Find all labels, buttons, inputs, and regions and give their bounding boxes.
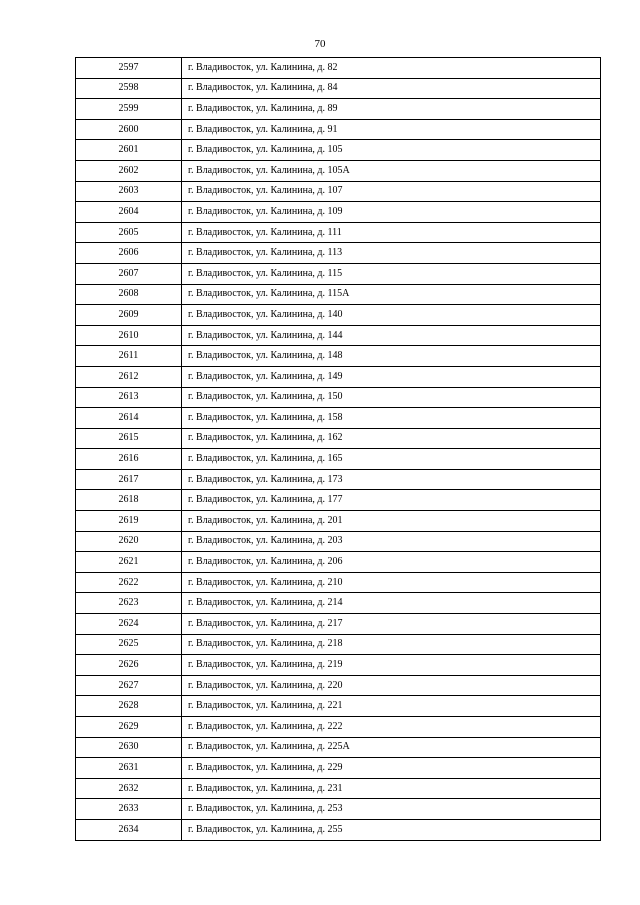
table-row <box>76 490 601 511</box>
row-number-cell: 2600 <box>76 119 182 140</box>
address-cell: г. Владивосток, ул. Калинина, д. 149 <box>182 366 601 387</box>
address-cell: г. Владивосток, ул. Калинина, д. 201 <box>182 511 601 532</box>
row-number-cell: 2603 <box>76 181 182 202</box>
table-row <box>76 325 601 346</box>
address-cell: г. Владивосток, ул. Калинина, д. 91 <box>182 119 601 140</box>
address-cell: г. Владивосток, ул. Калинина, д. 113 <box>182 243 601 264</box>
row-number-cell: 2604 <box>76 202 182 223</box>
row-number-cell: 2629 <box>76 717 182 738</box>
address-cell: г. Владивосток, ул. Калинина, д. 255 <box>182 819 601 840</box>
address-cell: г. Владивосток, ул. Калинина, д. 115А <box>182 284 601 305</box>
address-cell: г. Владивосток, ул. Калинина, д. 221 <box>182 696 601 717</box>
table-row <box>76 243 601 264</box>
address-cell: г. Владивосток, ул. Калинина, д. 105А <box>182 160 601 181</box>
table-row <box>76 614 601 635</box>
table-row <box>76 222 601 243</box>
address-cell: г. Владивосток, ул. Калинина, д. 222 <box>182 717 601 738</box>
address-cell: г. Владивосток, ул. Калинина, д. 140 <box>182 305 601 326</box>
table-row <box>76 140 601 161</box>
table-row <box>76 58 601 79</box>
table-row <box>76 696 601 717</box>
row-number-cell: 2623 <box>76 593 182 614</box>
table-row <box>76 675 601 696</box>
table-row <box>76 531 601 552</box>
address-cell: г. Владивосток, ул. Калинина, д. 89 <box>182 99 601 120</box>
row-number-cell: 2624 <box>76 614 182 635</box>
table-row <box>76 449 601 470</box>
table-row <box>76 552 601 573</box>
row-number-cell: 2608 <box>76 284 182 305</box>
row-number-cell: 2631 <box>76 758 182 779</box>
address-cell: г. Владивосток, ул. Калинина, д. 109 <box>182 202 601 223</box>
row-number-cell: 2617 <box>76 469 182 490</box>
table-row <box>76 778 601 799</box>
row-number-cell: 2612 <box>76 366 182 387</box>
address-cell: г. Владивосток, ул. Калинина, д. 206 <box>182 552 601 573</box>
row-number-cell: 2601 <box>76 140 182 161</box>
row-number-cell: 2613 <box>76 387 182 408</box>
table-row <box>76 284 601 305</box>
table-row <box>76 387 601 408</box>
address-cell: г. Владивосток, ул. Калинина, д. 229 <box>182 758 601 779</box>
address-table <box>75 57 601 841</box>
row-number-cell: 2626 <box>76 655 182 676</box>
address-table-body <box>76 58 601 841</box>
table-row <box>76 758 601 779</box>
table-row <box>76 511 601 532</box>
address-cell: г. Владивосток, ул. Калинина, д. 105 <box>182 140 601 161</box>
row-number-cell: 2627 <box>76 675 182 696</box>
address-cell: г. Владивосток, ул. Калинина, д. 210 <box>182 572 601 593</box>
row-number-cell: 2633 <box>76 799 182 820</box>
row-number-cell: 2620 <box>76 531 182 552</box>
table-row <box>76 408 601 429</box>
table-row <box>76 469 601 490</box>
address-cell: г. Владивосток, ул. Калинина, д. 231 <box>182 778 601 799</box>
table-row <box>76 717 601 738</box>
row-number-cell: 2607 <box>76 263 182 284</box>
row-number-cell: 2630 <box>76 737 182 758</box>
address-cell: г. Владивосток, ул. Калинина, д. 173 <box>182 469 601 490</box>
page-number: 70 <box>314 38 326 50</box>
row-number-cell: 2609 <box>76 305 182 326</box>
row-number-cell: 2597 <box>76 58 182 79</box>
row-number-cell: 2621 <box>76 552 182 573</box>
table-row <box>76 634 601 655</box>
row-number-cell: 2611 <box>76 346 182 367</box>
table-row <box>76 366 601 387</box>
row-number-cell: 2610 <box>76 325 182 346</box>
address-cell: г. Владивосток, ул. Калинина, д. 150 <box>182 387 601 408</box>
address-cell: г. Владивосток, ул. Калинина, д. 177 <box>182 490 601 511</box>
row-number-cell: 2628 <box>76 696 182 717</box>
address-cell: г. Владивосток, ул. Калинина, д. 219 <box>182 655 601 676</box>
address-cell: г. Владивосток, ул. Калинина, д. 217 <box>182 614 601 635</box>
address-cell: г. Владивосток, ул. Калинина, д. 162 <box>182 428 601 449</box>
address-cell: г. Владивосток, ул. Калинина, д. 220 <box>182 675 601 696</box>
row-number-cell: 2616 <box>76 449 182 470</box>
table-row <box>76 263 601 284</box>
address-cell: г. Владивосток, ул. Калинина, д. 115 <box>182 263 601 284</box>
table-row <box>76 655 601 676</box>
address-cell: г. Владивосток, ул. Калинина, д. 107 <box>182 181 601 202</box>
row-number-cell: 2614 <box>76 408 182 429</box>
table-row <box>76 119 601 140</box>
table-row <box>76 593 601 614</box>
row-number-cell: 2622 <box>76 572 182 593</box>
address-cell: г. Владивосток, ул. Калинина, д. 203 <box>182 531 601 552</box>
row-number-cell: 2619 <box>76 511 182 532</box>
address-cell: г. Владивосток, ул. Калинина, д. 225А <box>182 737 601 758</box>
address-cell: г. Владивосток, ул. Калинина, д. 148 <box>182 346 601 367</box>
address-cell: г. Владивосток, ул. Калинина, д. 84 <box>182 78 601 99</box>
row-number-cell: 2625 <box>76 634 182 655</box>
table-row <box>76 819 601 840</box>
table-row <box>76 737 601 758</box>
table-row <box>76 305 601 326</box>
table-row <box>76 202 601 223</box>
table-row <box>76 572 601 593</box>
address-cell: г. Владивосток, ул. Калинина, д. 214 <box>182 593 601 614</box>
table-row <box>76 78 601 99</box>
row-number-cell: 2598 <box>76 78 182 99</box>
row-number-cell: 2602 <box>76 160 182 181</box>
row-number-cell: 2634 <box>76 819 182 840</box>
table-row <box>76 799 601 820</box>
address-cell: г. Владивосток, ул. Калинина, д. 253 <box>182 799 601 820</box>
address-cell: г. Владивосток, ул. Калинина, д. 111 <box>182 222 601 243</box>
table-row <box>76 181 601 202</box>
row-number-cell: 2632 <box>76 778 182 799</box>
table-row <box>76 428 601 449</box>
row-number-cell: 2615 <box>76 428 182 449</box>
table-row <box>76 99 601 120</box>
row-number-cell: 2618 <box>76 490 182 511</box>
address-cell: г. Владивосток, ул. Калинина, д. 158 <box>182 408 601 429</box>
address-cell: г. Владивосток, ул. Калинина, д. 82 <box>182 58 601 79</box>
table-row <box>76 346 601 367</box>
address-cell: г. Владивосток, ул. Калинина, д. 144 <box>182 325 601 346</box>
address-cell: г. Владивосток, ул. Калинина, д. 165 <box>182 449 601 470</box>
table-row <box>76 160 601 181</box>
address-cell: г. Владивосток, ул. Калинина, д. 218 <box>182 634 601 655</box>
row-number-cell: 2599 <box>76 99 182 120</box>
row-number-cell: 2605 <box>76 222 182 243</box>
row-number-cell: 2606 <box>76 243 182 264</box>
